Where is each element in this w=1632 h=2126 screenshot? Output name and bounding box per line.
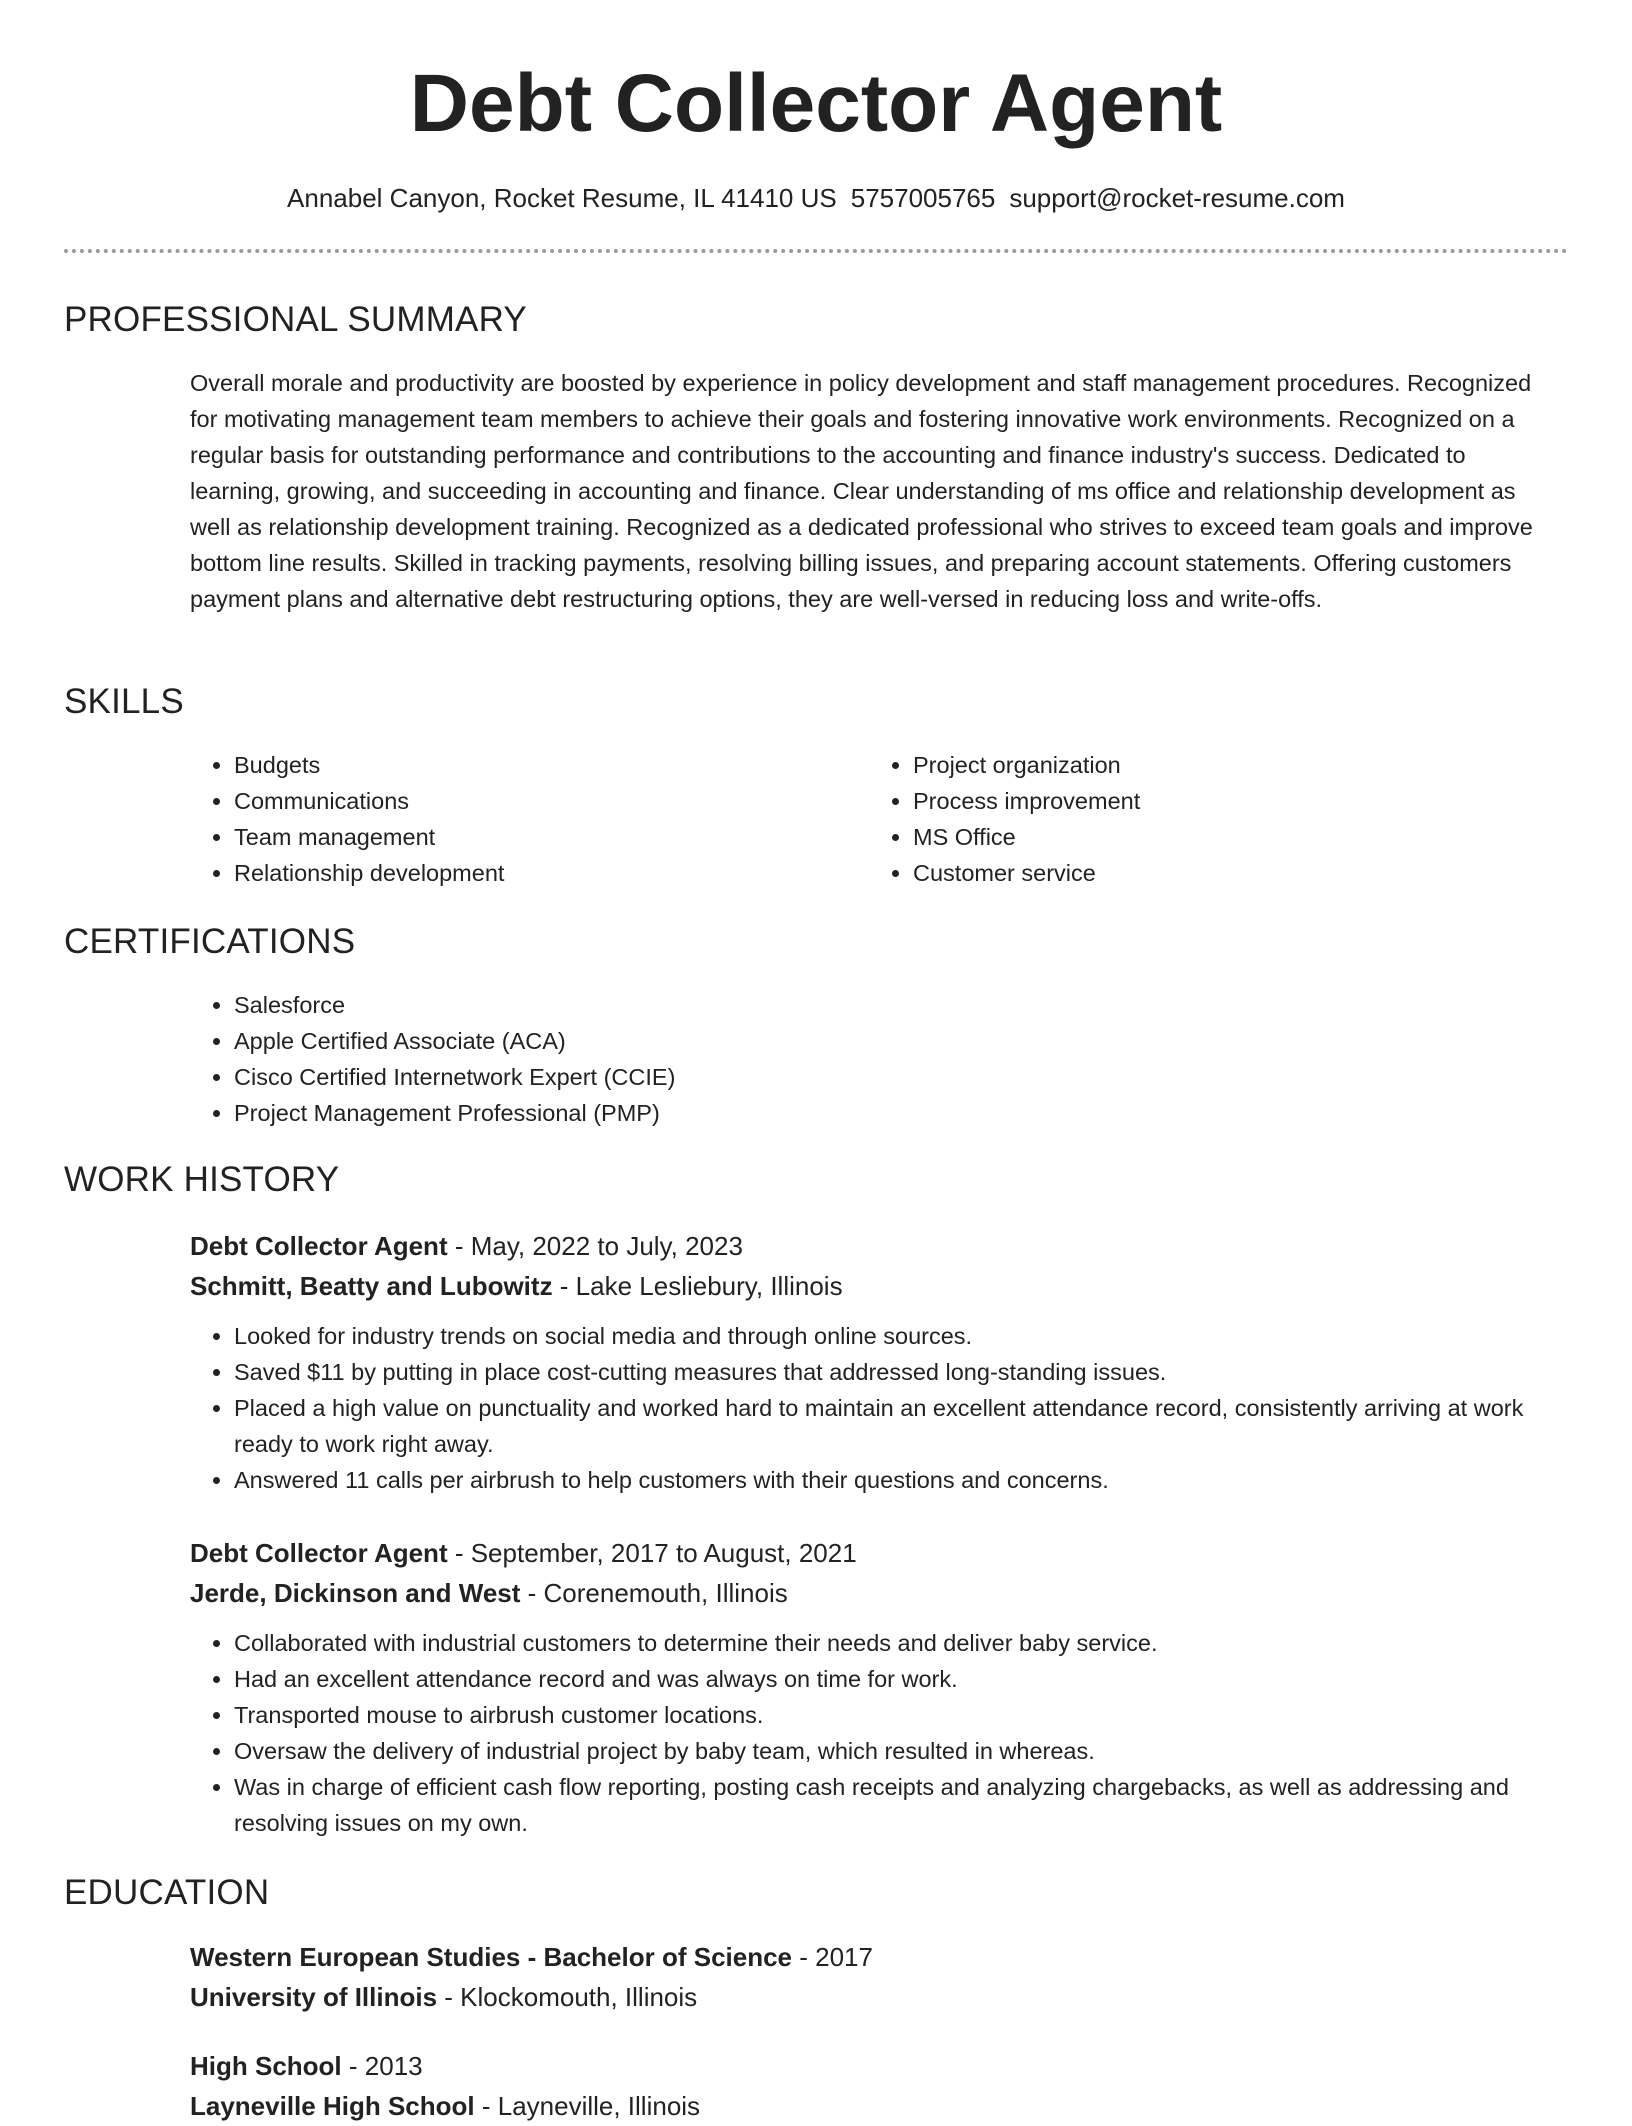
skills-left-column: [190, 747, 750, 891]
job-bullet: • Placed a high value on punctuality and worked hard to maintain an excellent attendance record, consistently arriving at work ready to work right away.: [234, 1390, 1560, 1462]
job-bullet: • Looked for industry trends on social media and through online sources.: [234, 1318, 1560, 1354]
education-degree: High School: [190, 2051, 342, 2081]
job-bullet: • Transported mouse to airbrush customer locations.: [234, 1697, 1560, 1733]
job-entry: [190, 1226, 1560, 1498]
certification-item: • Cisco Certified Internetwork Expert (CCIE): [234, 1059, 1560, 1095]
certifications-heading: CERTIFICATIONS: [64, 922, 356, 961]
resume-name: Debt Collector Agent: [409, 58, 1223, 149]
summary-heading: PROFESSIONAL SUMMARY: [64, 300, 527, 339]
certifications-section: [190, 987, 1560, 1131]
education-location: - Klockomouth, Illinois: [437, 1982, 698, 2012]
skill-item: • Team management: [234, 819, 750, 855]
education-location: - Layneville, Illinois: [474, 2091, 701, 2121]
job-location: - Lake Lesliebury, Illinois: [552, 1271, 843, 1301]
education-degree-line: [190, 1937, 1560, 1977]
job-company-line: [190, 1573, 1560, 1613]
education-entry: [190, 2046, 1560, 2126]
contact-line: [0, 180, 1632, 216]
skill-item: • Project organization: [913, 747, 1429, 783]
summary-text: Overall morale and productivity are boosted by experience in policy development and staff management procedures. Recognized for motivating management team members to achieve their goals and fostering innovative work environments. Recognized on a regular basis for outstanding performance and contributions to the accounting and finance industry's success. Dedicated to learning, growing, and succeeding in accounting and finance. Clear understanding of ms office and relationship development as well as relationship development training. Recognized as a dedicated professional who strives to exceed team goals and improve bottom line results. Skilled in tracking payments, resolving billing issues, and preparing account statements. Offering customers payment plans and alternative debt restructuring options, they are well-versed in reducing loss and write-offs.: [190, 370, 1533, 612]
job-company-line: [190, 1266, 1560, 1306]
job-bullet: • Answered 11 calls per airbrush to help customers with their questions and concerns.: [234, 1462, 1560, 1498]
job-role: Debt Collector Agent: [190, 1231, 448, 1261]
job-entry: [190, 1533, 1560, 1841]
education-year: - 2013: [341, 2051, 423, 2081]
job-bullet: • Oversaw the delivery of industrial project by baby team, which resulted in whereas.: [234, 1733, 1560, 1769]
contact-email: support@rocket-resume.com: [1009, 183, 1345, 213]
work-history-heading: WORK HISTORY: [64, 1160, 340, 1199]
contact-phone: 5757005765: [850, 183, 996, 213]
skill-item: • Communications: [234, 783, 750, 819]
skill-item: • MS Office: [913, 819, 1429, 855]
skill-item: • Relationship development: [234, 855, 750, 891]
job-company: Jerde, Dickinson and West: [190, 1578, 521, 1608]
education-school-line: [190, 2086, 1560, 2126]
skills-heading: SKILLS: [64, 682, 184, 721]
skill-item: • Budgets: [234, 747, 750, 783]
job-title-line: [190, 1226, 1560, 1266]
job-bullet: • Collaborated with industrial customers to determine their needs and deliver baby service.: [234, 1625, 1560, 1661]
job-dates: - September, 2017 to August, 2021: [447, 1538, 857, 1568]
job-company: Schmitt, Beatty and Lubowitz: [190, 1271, 553, 1301]
skill-item: • Process improvement: [913, 783, 1429, 819]
skills-right-column: [869, 747, 1429, 891]
job-title-line: [190, 1533, 1560, 1573]
education-school-line: [190, 1977, 1560, 2017]
summary-section: [190, 365, 1560, 617]
certification-item: • Project Management Professional (PMP): [234, 1095, 1560, 1131]
certification-item: • Salesforce: [234, 987, 1560, 1023]
education-degree: Western European Studies - Bachelor of Science: [190, 1942, 793, 1972]
education-school: University of Illinois: [190, 1982, 438, 2012]
certification-item: • Apple Certified Associate (ACA): [234, 1023, 1560, 1059]
skill-item: • Customer service: [913, 855, 1429, 891]
contact-address: Annabel Canyon, Rocket Resume, IL 41410 US: [287, 183, 837, 213]
job-bullet: • Had an excellent attendance record and was always on time for work.: [234, 1661, 1560, 1697]
job-dates: - May, 2022 to July, 2023: [447, 1231, 743, 1261]
education-year: - 2017: [792, 1942, 873, 1972]
education-school: Layneville High School: [190, 2091, 475, 2121]
education-degree-line: [190, 2046, 1560, 2086]
job-bullet: • Was in charge of efficient cash flow reporting, posting cash receipts and analyzing chargebacks, as well as addressing and resolving issues on my own.: [234, 1769, 1560, 1841]
job-location: - Corenemouth, Illinois: [520, 1578, 788, 1608]
education-entry: [190, 1937, 1560, 2017]
job-bullet: • Saved $11 by putting in place cost-cutting measures that addressed long-standing issues.: [234, 1354, 1560, 1390]
job-role: Debt Collector Agent: [190, 1538, 448, 1568]
header-divider: [64, 249, 1568, 253]
education-heading: EDUCATION: [64, 1873, 270, 1912]
